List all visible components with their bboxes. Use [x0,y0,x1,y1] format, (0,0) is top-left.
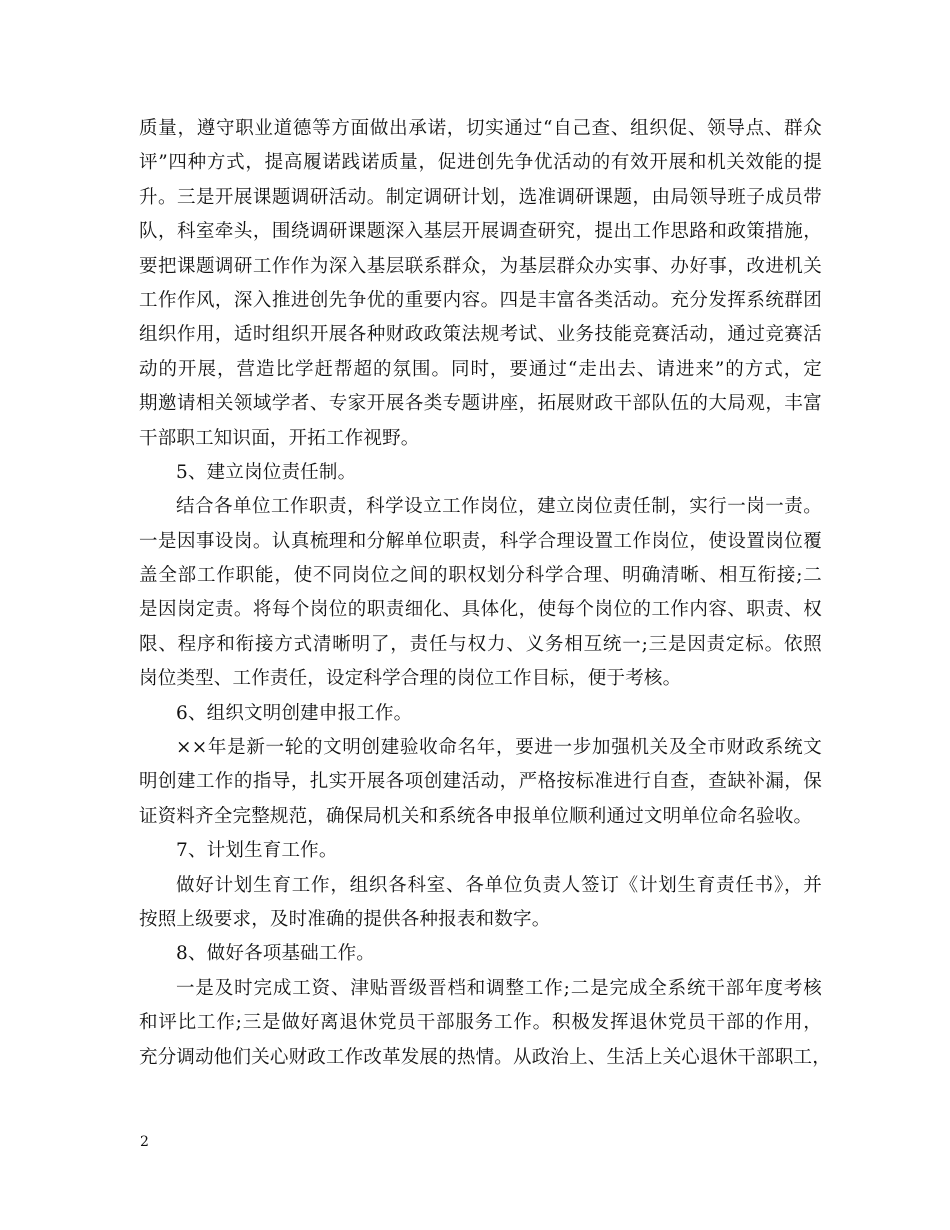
paragraph-line: 证资料齐全完整规范，确保局机关和系统各申报单位顺利通过文明单位命名验收。 [139,805,813,827]
section-heading: 6、组织文明创建申报工作。 [176,702,413,724]
paragraph-line: 工作作风，深入推进创先争优的重要内容。四是丰富各类活动。充分发挥系统群团 [139,289,822,311]
paragraph-line: 盖全部工作职能，使不同岗位之间的职权划分科学合理、明确清晰、相互衔接;二 [139,565,822,587]
paragraph-line: 按照上级要求，及时准确的提供各种报表和数字。 [139,908,551,930]
paragraph-line: 做好计划生育工作，组织各科室、各单位负责人签订《计划生育责任书》，并 [176,874,822,896]
paragraph-line: 期邀请相关领域学者、专家开展各类专题讲座，拓展财政干部队伍的大局观，丰富 [139,393,822,415]
paragraph-line: 干部职工知识面，开拓工作视野。 [139,427,420,449]
paragraph-line: 动的开展，营造比学赶帮超的氛围。同时，要通过“走出去、请进来”的方式，定 [139,358,822,380]
paragraph-line: 是因岗定责。将每个岗位的职责细化、具体化，使每个岗位的工作内容、职责、权 [139,599,822,621]
paragraph-line: 结合各单位工作职责，科学设立工作岗位，建立岗位责任制，实行一岗一责。 [176,496,822,518]
paragraph-line: 岗位类型、工作责任，设定科学合理的岗位工作目标，便于考核。 [139,668,682,690]
paragraph-line: 组织作用，适时组织开展各种财政政策法规考试、业务技能竞赛活动，通过竞赛活 [139,324,822,346]
paragraph-line: 质量，遵守职业道德等方面做出承诺，切实通过“自己查、组织促、领导点、群众 [139,118,822,139]
paragraph-line: 明创建工作的指导，扎实开展各项创建活动，严格按标准进行自查，查缺补漏，保 [139,771,822,793]
section-heading: 7、计划生育工作。 [176,840,338,862]
paragraph-line: 要把课题调研工作作为深入基层联系群众，为基层群众办实事、办好事，改进机关 [139,255,822,277]
paragraph-line: ××年是新一轮的文明创建验收命名年，要进一步加强机关及全市财政系统文 [176,737,822,759]
paragraph-line: 一是因事设岗。认真梳理和分解单位职责，科学合理设置工作岗位，使设置岗位覆 [139,530,822,552]
paragraph-line: 评”四种方式，提高履诺践诺质量，促进创先争优活动的有效开展和机关效能的提 [139,152,822,174]
paragraph-line: 一是及时完成工资、津贴晋级晋档和调整工作;二是完成全系统干部年度考核 [176,977,822,999]
paragraph-line: 队，科室牵头，围绕调研课题深入基层开展调查研究，提出工作思路和政策措施， [139,221,822,243]
paragraph-line: 和评比工作;三是做好离退休党员干部服务工作。积极发挥退休党员干部的作用， [139,1012,822,1034]
paragraph-line: 充分调动他们关心财政工作改革发展的热情。从政治上、生活上关心退休干部职工， [139,1046,831,1068]
paragraph-line: 升。三是开展课题调研活动。制定调研计划，选准调研课题，由局领导班子成员带 [139,186,822,208]
section-heading: 8、做好各项基础工作。 [176,943,375,965]
section-heading: 5、建立岗位责任制。 [176,461,357,483]
document-body [139,112,831,1075]
page-number: 2 [140,1134,149,1150]
paragraph-line: 限、程序和衔接方式清晰明了，责任与权力、义务相互统一;三是因责定标。依照 [139,633,822,655]
